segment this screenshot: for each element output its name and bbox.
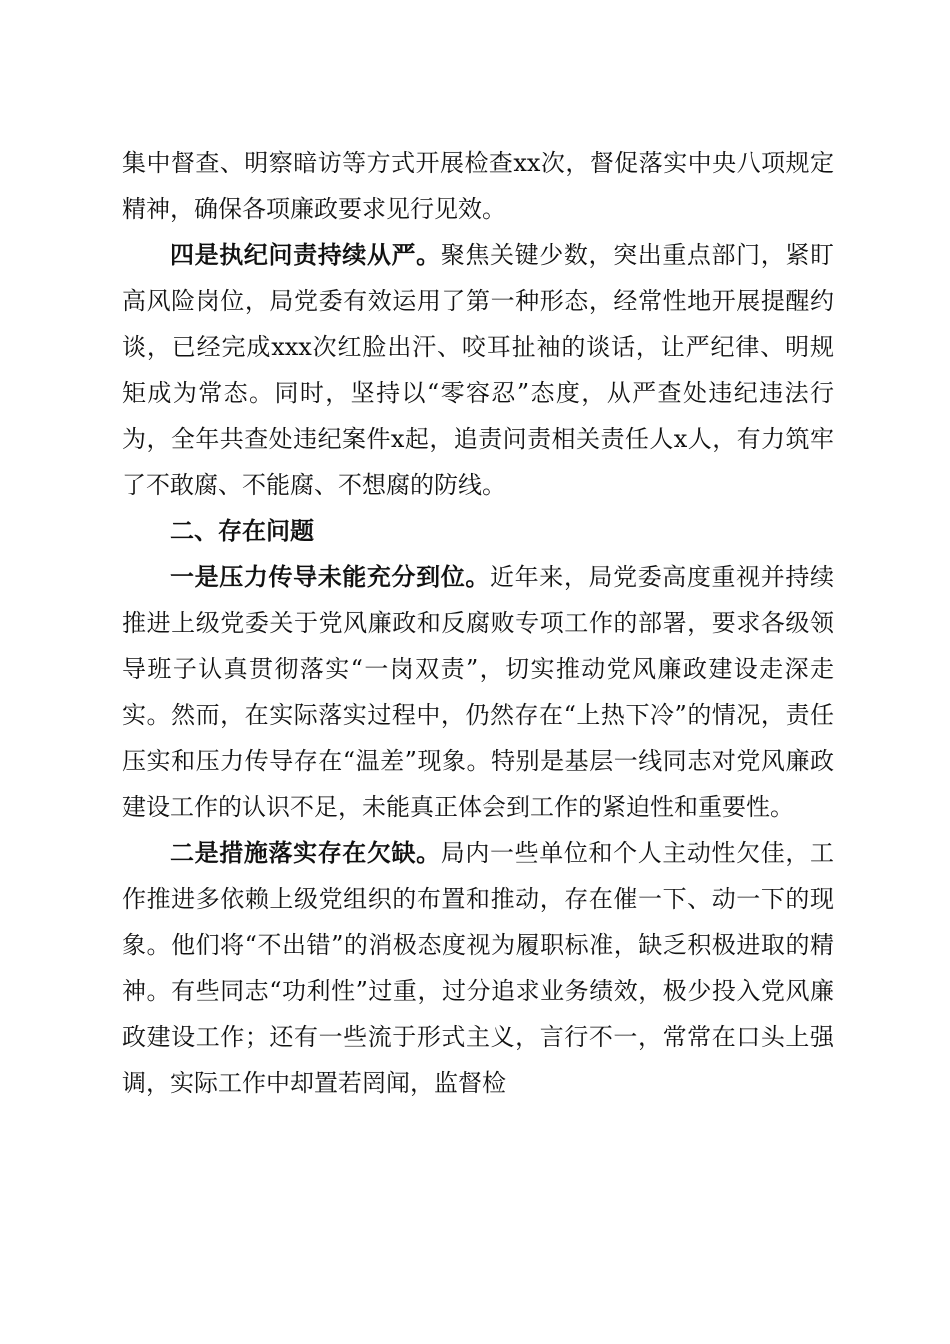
section-heading: 二、存在问题 (170, 517, 314, 545)
paragraph-lead: 一是压力传导未能充分到位。 (170, 562, 490, 591)
paragraph-lead: 四是执纪问责持续从严。 (170, 240, 441, 269)
paragraph-pressure-transmission (122, 554, 834, 830)
paragraph-text: 聚焦关键少数，突出重点部门，紧盯高风险岗位，局党委有效运用了第一种形态，经常性地开展提醒约谈，已经完成xxx次红脸出汗、咬耳扯袖的谈话，让严纪律、明规矩成为常态。同时，坚持以“零容忍”态度，从严查处违纪违法行为，全年共查处违纪案件x起，追责问责相关责任人x人，有力筑牢了不敢腐、不能腐、不想腐的防线。 (122, 241, 835, 499)
paragraph-discipline-accountability (122, 232, 834, 508)
paragraph-lead: 二是措施落实存在欠缺。 (170, 838, 441, 867)
paragraph-text: 局内一些单位和个人主动性欠佳，工作推进多依赖上级党组织的布置和推动，存在催一下、动一下的现象。他们将“不出错”的消极态度视为履职标准，缺乏积极进取的精神。有些同志“功利性”过重，过分追求业务绩效，极少投入党风廉政建设工作；还有一些流于形式主义，言行不一，常常在口头上强调，实际工作中却置若罔闻，监督检 (122, 839, 835, 1097)
paragraph-measures-implementation (122, 830, 834, 1106)
document-body (122, 140, 834, 1106)
paragraph-continuation (122, 140, 834, 232)
paragraph-text: 近年来，局党委高度重视并持续推进上级党委关于党风廉政和反腐败专项工作的部署，要求各级领导班子认真贯彻落实“一岗双责”，切实推动党风廉政建设走深走实。然而，在实际落实过程中，仍然存在“上热下冷”的情况，责任压实和压力传导存在“温差”现象。特别是基层一线同志对党风廉政建设工作的认识不足，未能真正体会到工作的紧迫性和重要性。 (122, 563, 834, 821)
paragraph-text: 集中督查、明察暗访等方式开展检查xx次，督促落实中央八项规定精神，确保各项廉政要求见行见效。 (122, 149, 834, 223)
